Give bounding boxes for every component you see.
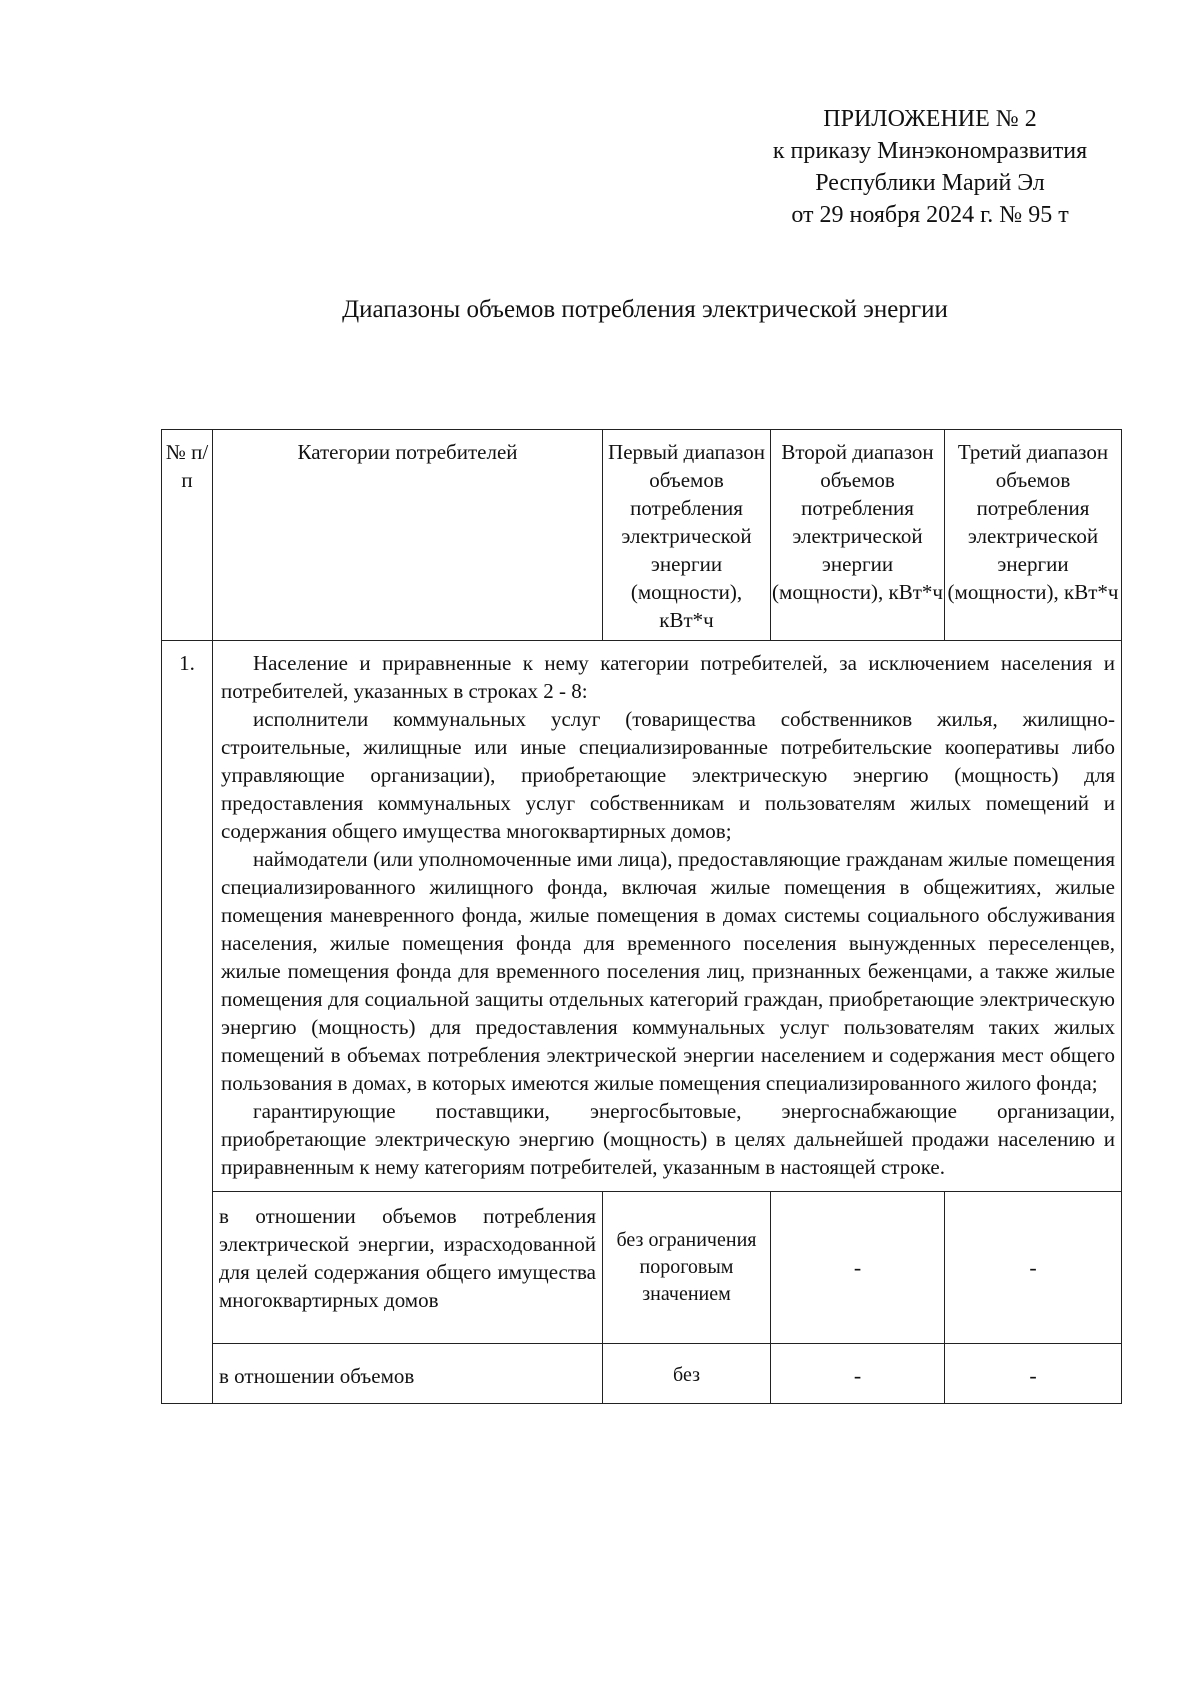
paragraph: наймодатели (или уполномоченные ими лица), предоставляющие гражданам жилые помещения специализированного жилищного фонда, включая жилые помещения в общежитиях, жилые помещения маневренного фонда, жилые помещения в домах системы социального обслуживания населения, жилые помещения фонда для временного поселения вынужденных переселенцев, жилые помещения фонда для временного поселения лиц, признанных беженцами, а также жилые помещения для социальной защиты отдельных категорий граждан, приобретающие электрическую энергию (мощность) для предоставления коммунальных услуг пользователям таких жилых помещений в объемах потребления электрической энергии населением и содержания мест общего пользования в домах, в которых имеются жилые помещения специализированного жилого фонда; <box>221 847 1115 1095</box>
first-range-value: без <box>603 1344 771 1404</box>
column-header-third-range: Третий диапазон объемов потребления электрической энергии (мощности), кВт*ч <box>945 430 1122 641</box>
paragraph: исполнители коммунальных услуг (товарищества собственников жилья, жилищно-строительные, жилищные или иные специализированные потребительские кооперативы либо управляющие организации), приобретающие электрическую энергию (мощность) для предоставления коммунальных услуг собственникам и пользователям жилых помещений и содержания общего имущества многоквартирных домов; <box>221 707 1115 843</box>
paragraph: гарантирующие поставщики, энергосбытовые, энергоснабжающие организации, приобретающие электрическую энергию (мощность) в целях дальнейшей продажи населению и приравненным к нему категориям потребителей, указанным в настоящей строке. <box>221 1099 1115 1179</box>
column-header-second-range: Второй диапазон объемов потребления электрической энергии (мощности), кВт*ч <box>771 430 945 641</box>
ranges-table <box>161 429 1122 1404</box>
column-header-category: Категории потребителей <box>213 430 603 641</box>
sub-row-description: в отношении объемов потребления электрической энергии, израсходованной для целей содержания общего имущества многоквартирных домов <box>213 1192 603 1344</box>
table-row <box>162 1192 1122 1344</box>
table-header-row <box>162 430 1122 641</box>
document-title: Диапазоны объемов потребления электрической энергии <box>342 296 948 323</box>
third-range-value: - <box>945 1344 1122 1404</box>
row-number: 1. <box>162 641 213 1404</box>
column-header-first-range: Первый диапазон объемов потребления электрической энергии (мощности), кВт*ч <box>603 430 771 641</box>
republic-name: Республики Марий Эл <box>815 170 1045 196</box>
table-row <box>162 1344 1122 1404</box>
appendix-header <box>720 103 1140 231</box>
third-range-value: - <box>945 1192 1122 1344</box>
second-range-value: - <box>771 1344 945 1404</box>
paragraph: Население и приравненные к нему категории потребителей, за исключением населения и потребителей, указанных в строках 2 - 8: <box>221 651 1115 703</box>
order-reference: к приказу Минэкономразвития <box>772 138 1088 164</box>
column-header-number: № п/п <box>162 430 213 641</box>
first-range-value: без ограничения пороговым значением <box>603 1192 771 1344</box>
appendix-number: ПРИЛОЖЕНИЕ № 2 <box>823 106 1037 132</box>
order-date: от 29 ноября 2024 г. № 95 т <box>791 202 1069 228</box>
table-row <box>162 641 1122 1192</box>
row-category-description <box>213 641 1122 1192</box>
sub-row-description: в отношении объемов <box>213 1344 603 1404</box>
second-range-value: - <box>771 1192 945 1344</box>
